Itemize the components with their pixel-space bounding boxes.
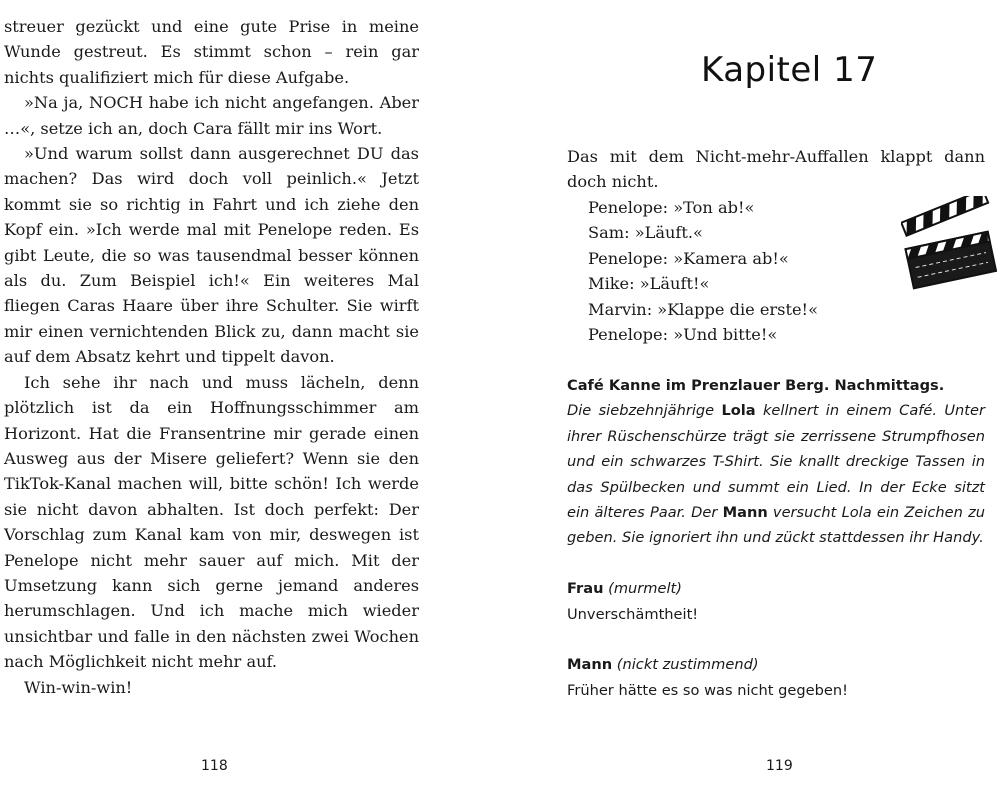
page-number-right: 119 [766,758,793,774]
dialog-line: Penelope: »Und bitte!« [588,325,778,345]
speaker-line [567,652,985,677]
direction-text: Die siebzehnjährige [567,402,722,420]
speaker-name: Frau [567,580,604,598]
screenplay-block [567,373,985,703]
right-page [500,0,1000,800]
dialog-line: Sam: »Läuft.« [588,223,703,243]
clapperboard-icon [901,196,999,292]
chapter-title: Kapitel 17 [701,50,878,90]
chapter-intro: Das mit dem Nicht-mehr-Auffallen klappt dann doch nicht. [567,147,985,192]
dialog-line: Penelope: »Kamera ab!« [588,248,789,268]
character-name: Lola [721,402,756,420]
spoken-line: Unverschämtheit! [567,605,699,623]
speaker-line [567,576,985,601]
scene-heading: Café Kanne im Prenzlauer Berg. Nachmittags. [567,377,945,394]
dialog-line: Penelope: »Ton ab!« [588,198,755,217]
dialog-line: Mike: »Läuft!« [588,274,710,294]
paragraph: »Na ja, NOCH habe ich nicht angefangen. Aber …«, setze ich an, doch Cara fällt mir ins Wort. [4,93,419,138]
direction-text: kellnert in einem Café. Unter ihrer Rüschenschürze trägt sie zerrissene Strumpfhosen und ein schwarzes T-Shirt. Sie knallt dreckige Tassen in das Spülbecken und summt ein Lied. In der Ecke sitzt ein älteres Paar. Der [567,402,985,522]
paragraph: Win-win-win! [24,677,133,697]
dialog-list [588,195,818,347]
character-name: Mann [722,504,768,522]
speaker-name: Mann [567,656,613,674]
paragraph: Ich sehe ihr nach und muss lächeln, denn plötzlich ist da ein Hoffnungsschimmer am Horizont. Hat die Fransentrine mir gerade einen Ausweg aus der Misere geliefert? Wenn sie den TikTok-Kanal machen will, bitte schön! Ich werde sie nicht davon abhalten. Ist doch perfekt: Der Vorschlag zum Kanal kam von mir, deswegen ist Penelope nicht mehr sauer auf mich. Mit der Umsetzung kann sich gerne jemand anderes herumschlagen. Und ich mache mich wieder unsichtbar und falle in den nächsten zwei Wochen nach Möglichkeit nicht mehr auf. [4,372,419,672]
stage-direction [567,398,985,550]
parenthetical: (nickt zustimmend) [616,656,759,674]
direction-text: versucht Lola ein Zeichen zu geben. Sie ignoriert ihn und zückt stattdessen ihr Handy. [567,504,985,547]
dialog-line: Marvin: »Klappe die erste!« [588,299,818,319]
paragraph: »Und warum sollst dann ausgerechnet DU das machen? Das wird doch voll peinlich.« Jetzt kommt sie so richtig in Fahrt und ich ziehe den Kopf ein. »Ich werde mal mit Penelope reden. Es gibt Leute, die so was tausendmal besser können als du. Zum Beispiel ich!« Ein weiteres Mal fliegen Caras Haare über ihre Schulter. Sie wirft mir einen vernichtenden Blick zu, dann macht sie auf dem Absatz kehrt und tippelt davon. [4,144,419,367]
parenthetical: (murmelt) [608,580,682,598]
page-number-left: 118 [201,758,228,774]
left-page-body [4,14,419,700]
spoken-line: Früher hätte es so was nicht gegeben! [567,681,848,699]
paragraph: streuer gezückt und eine gute Prise in meine Wunde gestreut. Es stimmt schon – rein gar nichts qualifiziert mich für diese Aufgabe. [4,17,419,87]
